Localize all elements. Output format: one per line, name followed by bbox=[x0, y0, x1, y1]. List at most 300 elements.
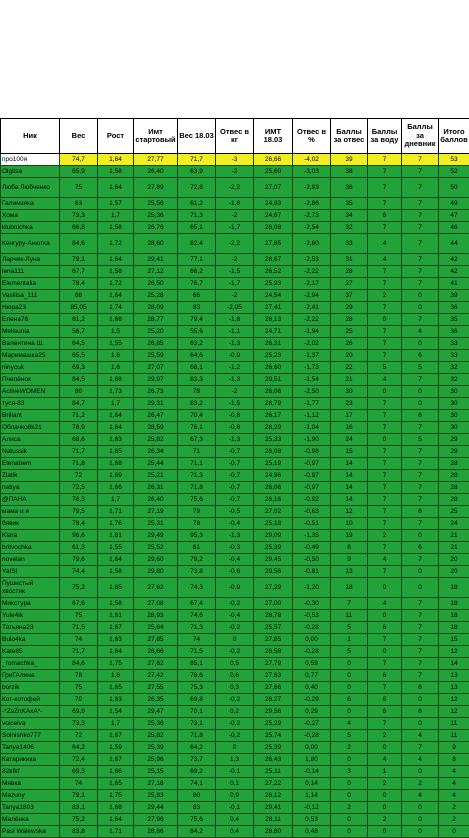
cell-total: 4 bbox=[439, 790, 469, 802]
cell-loss-kg: 0,9 bbox=[216, 790, 254, 802]
table-row bbox=[1, 646, 469, 658]
cell-total: 44 bbox=[439, 234, 469, 254]
cell-points-loss: 22 bbox=[331, 362, 368, 374]
cell-points-loss: 14 bbox=[331, 482, 368, 494]
cell-points-loss: 2 bbox=[331, 742, 368, 754]
cell-points-diary: 0 bbox=[402, 290, 439, 302]
cell-total: 11 bbox=[439, 718, 469, 730]
table-row bbox=[1, 434, 469, 446]
cell-points-diary: 0 bbox=[402, 814, 439, 826]
cell-weight-0318: 73,7 bbox=[178, 754, 216, 766]
cell-total: 32 bbox=[439, 362, 469, 374]
cell-points-loss: 1 bbox=[331, 634, 368, 646]
cell-weight-0318: 75,3 bbox=[178, 682, 216, 694]
table-row bbox=[1, 458, 469, 470]
cell-points-loss: 20 bbox=[331, 350, 368, 362]
cell-points-diary: 7 bbox=[402, 482, 439, 494]
cell-nick: Валентина Ш. bbox=[1, 338, 60, 350]
cell-loss-pct: -1,20 bbox=[293, 578, 331, 598]
cell-weight: 79,6 bbox=[60, 554, 98, 566]
cell-bmi-0318: 25,23 bbox=[254, 350, 293, 362]
cell-points-diary: 7 bbox=[402, 374, 439, 386]
cell-total: 20 bbox=[439, 554, 469, 566]
cell-nick: voiceiva bbox=[1, 718, 60, 730]
cell-bmi-0318: 27,22 bbox=[254, 778, 293, 790]
cell-height: 1,6 bbox=[98, 362, 134, 374]
cell-points-diary: 7 bbox=[402, 278, 439, 290]
cell-nick: lena111 bbox=[1, 266, 60, 278]
cell-points-diary: 0 bbox=[402, 578, 439, 598]
cell-points-loss: 9 bbox=[331, 554, 368, 566]
cell-nick: natiya bbox=[1, 482, 60, 494]
cell-points-loss: 36 bbox=[331, 178, 368, 198]
cell-loss-pct: -0,12 bbox=[293, 802, 331, 814]
cell-height: 1,7 bbox=[98, 398, 134, 410]
cell-points-loss: 15 bbox=[331, 446, 368, 458]
cell-weight: 72,4 bbox=[60, 754, 98, 766]
cell-loss-kg: -0,2 bbox=[216, 730, 254, 742]
table-row bbox=[1, 530, 469, 542]
cell-loss-pct: -0,27 bbox=[293, 718, 331, 730]
cell-loss-kg: -0,2 bbox=[216, 622, 254, 634]
cell-points-loss: 14 bbox=[331, 494, 368, 506]
cell-points-loss: 5 bbox=[331, 622, 368, 634]
cell-height: 1,65 bbox=[98, 578, 134, 598]
cell-loss-kg: -2 bbox=[216, 386, 254, 398]
cell-loss-pct: -0,28 bbox=[293, 646, 331, 658]
cell-bmi-start: 27,62 bbox=[134, 578, 178, 598]
cell-height: 1,68 bbox=[98, 314, 134, 326]
cell-loss-kg: -0,7 bbox=[216, 458, 254, 470]
cell-weight-0318: 67,4 bbox=[178, 598, 216, 610]
cell-loss-kg: -0,1 bbox=[216, 802, 254, 814]
cell-points-water: 7 bbox=[368, 566, 402, 578]
header-weight: Вес bbox=[60, 119, 98, 154]
table-row bbox=[1, 518, 469, 530]
cell-bmi-start: 26,50 bbox=[134, 278, 178, 290]
cell-nick: Yule4ik bbox=[1, 610, 60, 622]
cell-nick: Olgitsa bbox=[1, 166, 60, 178]
cell-nick: Solnishko777 bbox=[1, 730, 60, 742]
cell-bmi-start: 26,35 bbox=[134, 694, 178, 706]
cell-loss-kg: 0,4 bbox=[216, 814, 254, 826]
cell-loss-kg: -0,7 bbox=[216, 470, 254, 482]
header-bmi-start: Имт стартовый bbox=[134, 119, 178, 154]
cell-weight: 74,4 bbox=[60, 566, 98, 578]
cell-bmi-0318: 26,12 bbox=[254, 790, 293, 802]
cell-weight-0318: 75,6 bbox=[178, 494, 216, 506]
cell-loss-pct: 0,48 bbox=[293, 826, 331, 838]
cell-total: 32 bbox=[439, 374, 469, 386]
cell-points-water: 7 bbox=[368, 302, 402, 314]
cell-height: 1,58 bbox=[98, 266, 134, 278]
cell-loss-kg: -0,6 bbox=[216, 566, 254, 578]
cell-nick: Маримашка25 bbox=[1, 350, 60, 362]
cell-weight: 96,6 bbox=[60, 530, 98, 542]
cell-bmi-start: 25,82 bbox=[134, 730, 178, 742]
cell-points-loss: 4 bbox=[331, 718, 368, 730]
cell-weight: 75 bbox=[60, 682, 98, 694]
cell-points-water: 7 bbox=[368, 446, 402, 458]
cell-nick: ninycuk bbox=[1, 362, 60, 374]
cell-bmi-start: 27,89 bbox=[134, 178, 178, 198]
table-row bbox=[1, 198, 469, 210]
cell-height: 1,64 bbox=[98, 410, 134, 422]
table-row bbox=[1, 266, 469, 278]
cell-weight: 80 bbox=[60, 386, 98, 398]
cell-points-loss: 26 bbox=[331, 338, 368, 350]
cell-bmi-0318: 24,96 bbox=[254, 470, 293, 482]
cell-total: 30 bbox=[439, 398, 469, 410]
cell-bmi-0318: 28,79 bbox=[254, 398, 293, 410]
cell-nick: бявик bbox=[1, 518, 60, 530]
cell-points-water: 7 bbox=[368, 482, 402, 494]
table-row bbox=[1, 554, 469, 566]
cell-loss-pct: -2,60 bbox=[293, 234, 331, 254]
cell-points-diary: 7 bbox=[402, 494, 439, 506]
cell-points-water: 6 bbox=[368, 706, 402, 718]
cell-loss-pct: -0,28 bbox=[293, 730, 331, 742]
table-row bbox=[1, 542, 469, 554]
cell-total: 28 bbox=[439, 470, 469, 482]
cell-nick: -*ZsZnKAxA*- bbox=[1, 706, 60, 718]
results-table bbox=[0, 118, 469, 838]
cell-points-diary: 7 bbox=[402, 458, 439, 470]
table-row bbox=[1, 658, 469, 670]
cell-height: 1,69 bbox=[98, 470, 134, 482]
cell-bmi-start: 25,59 bbox=[134, 350, 178, 362]
cell-points-diary: 6 bbox=[402, 542, 439, 554]
cell-points-water: 0 bbox=[368, 434, 402, 446]
cell-points-diary: 0 bbox=[402, 386, 439, 398]
cell-points-loss: 11 bbox=[331, 610, 368, 622]
cell-height: 1,68 bbox=[98, 458, 134, 470]
cell-points-diary: 4 bbox=[402, 730, 439, 742]
cell-loss-kg: -3 bbox=[216, 154, 254, 166]
cell-bmi-start: 25,20 bbox=[134, 326, 178, 338]
cell-loss-pct: -1,90 bbox=[293, 434, 331, 446]
header-points-water: Баллы за воду bbox=[368, 119, 402, 154]
cell-nick: @ПАНА bbox=[1, 494, 60, 506]
cell-points-loss: 31 bbox=[331, 254, 368, 266]
cell-bmi-0318: 27,66 bbox=[254, 682, 293, 694]
cell-points-water: 7 bbox=[368, 326, 402, 338]
table-row bbox=[1, 222, 469, 234]
cell-total: 30 bbox=[439, 410, 469, 422]
cell-loss-pct: -1,94 bbox=[293, 326, 331, 338]
cell-loss-pct: 0,00 bbox=[293, 634, 331, 646]
cell-loss-pct: -1,37 bbox=[293, 350, 331, 362]
cell-loss-pct: 1,80 bbox=[293, 754, 331, 766]
cell-total: 18 bbox=[439, 598, 469, 610]
cell-loss-pct: 0,14 bbox=[293, 778, 331, 790]
cell-points-water: 7 bbox=[368, 518, 402, 530]
table-row bbox=[1, 290, 469, 302]
cell-height: 1,58 bbox=[98, 566, 134, 578]
cell-weight: 71,8 bbox=[60, 458, 98, 470]
header-points-loss: Баллы за отвес bbox=[331, 119, 368, 154]
table-row bbox=[1, 154, 469, 166]
cell-weight-0318: 63,2 bbox=[178, 338, 216, 350]
table-row bbox=[1, 338, 469, 350]
cell-weight-0318: 74,3 bbox=[178, 578, 216, 598]
cell-points-diary: 4 bbox=[402, 754, 439, 766]
cell-bmi-start: 29,47 bbox=[134, 706, 178, 718]
cell-loss-pct: -1,12 bbox=[293, 410, 331, 422]
cell-points-water: 7 bbox=[368, 198, 402, 210]
cell-bmi-0318: 25,93 bbox=[254, 278, 293, 290]
cell-height: 1,64 bbox=[98, 254, 134, 266]
cell-nick: Пушистый хвостик bbox=[1, 578, 60, 598]
cell-weight-0318: 71,8 bbox=[178, 730, 216, 742]
cell-weight: 74 bbox=[60, 634, 98, 646]
cell-nick: Mazuny bbox=[1, 790, 60, 802]
cell-total: 52 bbox=[439, 166, 469, 178]
cell-total: 36 bbox=[439, 302, 469, 314]
cell-weight: 65,5 bbox=[60, 350, 98, 362]
cell-bmi-start: 27,62 bbox=[134, 658, 178, 670]
cell-points-diary: 7 bbox=[402, 634, 439, 646]
cell-points-diary: 5 bbox=[402, 434, 439, 446]
cell-nick: Галимзяка bbox=[1, 198, 60, 210]
cell-loss-kg: 0,1 bbox=[216, 778, 254, 790]
cell-nick: Нюра23 bbox=[1, 302, 60, 314]
cell-loss-pct: -2,53 bbox=[293, 254, 331, 266]
cell-points-loss: 0 bbox=[331, 814, 368, 826]
cell-points-loss: 0 bbox=[331, 754, 368, 766]
cell-height: 1,71 bbox=[98, 826, 134, 838]
table-row bbox=[1, 802, 469, 814]
cell-height: 1,6 bbox=[98, 350, 134, 362]
cell-bmi-0318: 25,29 bbox=[254, 718, 293, 730]
cell-loss-kg: -1,7 bbox=[216, 222, 254, 234]
cell-points-diary: 4 bbox=[402, 790, 439, 802]
cell-loss-pct: -4,02 bbox=[293, 154, 331, 166]
cell-total: 29 bbox=[439, 446, 469, 458]
cell-nick: Пчелёнок bbox=[1, 374, 60, 386]
cell-loss-pct: -0,51 bbox=[293, 518, 331, 530]
cell-loss-kg: -0,2 bbox=[216, 646, 254, 658]
cell-points-loss: 16 bbox=[331, 422, 368, 434]
cell-nick: Ларчик-Луна bbox=[1, 254, 60, 266]
cell-loss-kg: -2 bbox=[216, 210, 254, 222]
cell-weight: 73,3 bbox=[60, 210, 98, 222]
cell-height: 1,64 bbox=[98, 554, 134, 566]
cell-bmi-0318: 28,80 bbox=[254, 826, 293, 838]
cell-weight: 72,5 bbox=[60, 482, 98, 494]
cell-points-diary: 7 bbox=[402, 646, 439, 658]
cell-height: 1,63 bbox=[98, 434, 134, 446]
cell-loss-pct: -1,54 bbox=[293, 374, 331, 386]
cell-points-loss: 23 bbox=[331, 398, 368, 410]
cell-weight-0318: 77,1 bbox=[178, 254, 216, 266]
cell-points-diary: 5 bbox=[402, 362, 439, 374]
cell-points-water: 7 bbox=[368, 350, 402, 362]
cell-points-diary: 7 bbox=[402, 422, 439, 434]
cell-bmi-0318: 24,67 bbox=[254, 210, 293, 222]
cell-points-water: 2 bbox=[368, 530, 402, 542]
cell-nick: ActiveWOMEN bbox=[1, 386, 60, 398]
cell-bmi-start: 29,60 bbox=[134, 554, 178, 566]
cell-points-water: 7 bbox=[368, 682, 402, 694]
cell-height: 1,55 bbox=[98, 338, 134, 350]
cell-weight-0318: 82,4 bbox=[178, 234, 216, 254]
cell-points-diary: 7 bbox=[402, 610, 439, 622]
cell-bmi-0318: 25,19 bbox=[254, 458, 293, 470]
cell-total: 11 bbox=[439, 730, 469, 742]
cell-weight: 67,6 bbox=[60, 598, 98, 610]
cell-points-loss: 21 bbox=[331, 374, 368, 386]
cell-nick: Bulo4ka bbox=[1, 634, 60, 646]
cell-weight-0318: 83 bbox=[178, 802, 216, 814]
table-row bbox=[1, 706, 469, 718]
cell-weight-0318: 73,1 bbox=[178, 718, 216, 730]
cell-total: 29 bbox=[439, 434, 469, 446]
cell-points-diary: 7 bbox=[402, 598, 439, 610]
cell-loss-pct: -2,17 bbox=[293, 278, 331, 290]
table-row bbox=[1, 682, 469, 694]
cell-points-loss: 27 bbox=[331, 278, 368, 290]
cell-nick: _romachka_ bbox=[1, 658, 60, 670]
cell-points-loss: 0 bbox=[331, 826, 368, 838]
cell-bmi-start: 25,44 bbox=[134, 458, 178, 470]
cell-weight-0318: 78 bbox=[178, 386, 216, 398]
cell-loss-kg: -0,3 bbox=[216, 542, 254, 554]
cell-bmi-start: 28,77 bbox=[134, 314, 178, 326]
cell-weight-0318: 95,3 bbox=[178, 530, 216, 542]
cell-points-water: 0 bbox=[368, 386, 402, 398]
cell-points-water: 7 bbox=[368, 658, 402, 670]
cell-points-loss: 5 bbox=[331, 646, 368, 658]
cell-points-water: 6 bbox=[368, 210, 402, 222]
cell-weight-0318: 64,6 bbox=[178, 350, 216, 362]
cell-points-water: 4 bbox=[368, 754, 402, 766]
cell-points-water: 6 bbox=[368, 670, 402, 682]
cell-nick: Кот-котофей bbox=[1, 694, 60, 706]
cell-weight-0318: 71,3 bbox=[178, 470, 216, 482]
header-weight-0318: Вес 18.03 bbox=[178, 119, 216, 154]
header-nick: Ник bbox=[1, 119, 60, 154]
cell-loss-kg: 0,5 bbox=[216, 658, 254, 670]
cell-total: 13 bbox=[439, 670, 469, 682]
cell-height: 1,57 bbox=[98, 198, 134, 210]
cell-loss-kg: -0,5 bbox=[216, 506, 254, 518]
cell-loss-kg: -1,5 bbox=[216, 398, 254, 410]
table-row bbox=[1, 506, 469, 518]
cell-points-water: 0 bbox=[368, 646, 402, 658]
cell-weight: 71,2 bbox=[60, 410, 98, 422]
cell-points-water: 2 bbox=[368, 814, 402, 826]
cell-bmi-0318: 25,57 bbox=[254, 622, 293, 634]
cell-bmi-0318: 26,08 bbox=[254, 446, 293, 458]
cell-loss-kg: -2 bbox=[216, 254, 254, 266]
cell-loss-kg: 0,6 bbox=[216, 670, 254, 682]
table-row bbox=[1, 234, 469, 254]
cell-points-loss: 38 bbox=[331, 166, 368, 178]
cell-points-loss: 0 bbox=[331, 706, 368, 718]
cell-points-loss: 18 bbox=[331, 578, 368, 598]
cell-loss-kg: 0 bbox=[216, 634, 254, 646]
cell-weight: 81,2 bbox=[60, 314, 98, 326]
cell-weight: 79,1 bbox=[60, 790, 98, 802]
cell-weight: 83,1 bbox=[60, 802, 98, 814]
cell-weight-0318: 72,8 bbox=[178, 178, 216, 198]
cell-total: 18 bbox=[439, 578, 469, 598]
cell-total: 42 bbox=[439, 266, 469, 278]
cell-total: 12 bbox=[439, 694, 469, 706]
cell-bmi-start: 25,56 bbox=[134, 198, 178, 210]
cell-weight-0318: 66,2 bbox=[178, 266, 216, 278]
cell-points-diary: 0 bbox=[402, 718, 439, 730]
cell-height: 1,7 bbox=[98, 210, 134, 222]
cell-points-loss: 28 bbox=[331, 314, 368, 326]
cell-loss-pct: -0,63 bbox=[293, 506, 331, 518]
cell-bmi-start: 26,47 bbox=[134, 410, 178, 422]
cell-height: 1,67 bbox=[98, 622, 134, 634]
cell-weight-0318: 66 bbox=[178, 290, 216, 302]
table-row bbox=[1, 742, 469, 754]
cell-points-water: 7 bbox=[368, 166, 402, 178]
cell-weight-0318: 61,2 bbox=[178, 198, 216, 210]
cell-weight-0318: 65,1 bbox=[178, 222, 216, 234]
cell-points-loss: 28 bbox=[331, 266, 368, 278]
cell-points-loss: 7 bbox=[331, 598, 368, 610]
cell-nick: Елена76 bbox=[1, 314, 60, 326]
cell-bmi-0318: 24,54 bbox=[254, 290, 293, 302]
cell-bmi-0318: 25,18 bbox=[254, 518, 293, 530]
cell-points-loss: 10 bbox=[331, 518, 368, 530]
table-row bbox=[1, 634, 469, 646]
cell-loss-kg: -0,7 bbox=[216, 494, 254, 506]
cell-loss-pct: 0,29 bbox=[293, 706, 331, 718]
table-row bbox=[1, 718, 469, 730]
cell-bmi-0318: 27,85 bbox=[254, 234, 293, 254]
cell-bmi-0318: 26,17 bbox=[254, 410, 293, 422]
cell-weight-0318: 55,6 bbox=[178, 326, 216, 338]
cell-height: 1,64 bbox=[98, 154, 134, 166]
cell-bmi-start: 25,82 bbox=[134, 434, 178, 446]
cell-loss-pct: -2,73 bbox=[293, 210, 331, 222]
cell-bmi-0318: 27,00 bbox=[254, 598, 293, 610]
cell-points-diary: 7 bbox=[402, 658, 439, 670]
cell-weight-0318: 70,4 bbox=[178, 410, 216, 422]
cell-bmi-start: 27,18 bbox=[134, 778, 178, 790]
cell-height: 1,71 bbox=[98, 506, 134, 518]
cell-height: 1,65 bbox=[98, 682, 134, 694]
cell-bmi-start: 29,49 bbox=[134, 530, 178, 542]
cell-weight-0318: 79 bbox=[178, 506, 216, 518]
cell-points-water: 4 bbox=[368, 374, 402, 386]
table-row bbox=[1, 254, 469, 266]
cell-bmi-start: 26,40 bbox=[134, 166, 178, 178]
cell-loss-kg: -0,9 bbox=[216, 578, 254, 598]
cell-points-diary: 0 bbox=[402, 566, 439, 578]
cell-weight-0318: 76,7 bbox=[178, 278, 216, 290]
cell-height: 1,75 bbox=[98, 658, 134, 670]
cell-loss-pct: -2,94 bbox=[293, 290, 331, 302]
table-row bbox=[1, 374, 469, 386]
cell-bmi-0318: 25,60 bbox=[254, 166, 293, 178]
header-total: Итого баллов bbox=[439, 119, 469, 154]
cell-total: 2 bbox=[439, 814, 469, 826]
cell-weight: 61,3 bbox=[60, 542, 98, 554]
cell-loss-kg: -1,3 bbox=[216, 530, 254, 542]
cell-weight: 78,4 bbox=[60, 278, 98, 290]
cell-loss-kg: -0,4 bbox=[216, 554, 254, 566]
cell-nick: Zlatik bbox=[1, 470, 60, 482]
cell-nick: Elementalia bbox=[1, 278, 60, 290]
table-row bbox=[1, 598, 469, 610]
